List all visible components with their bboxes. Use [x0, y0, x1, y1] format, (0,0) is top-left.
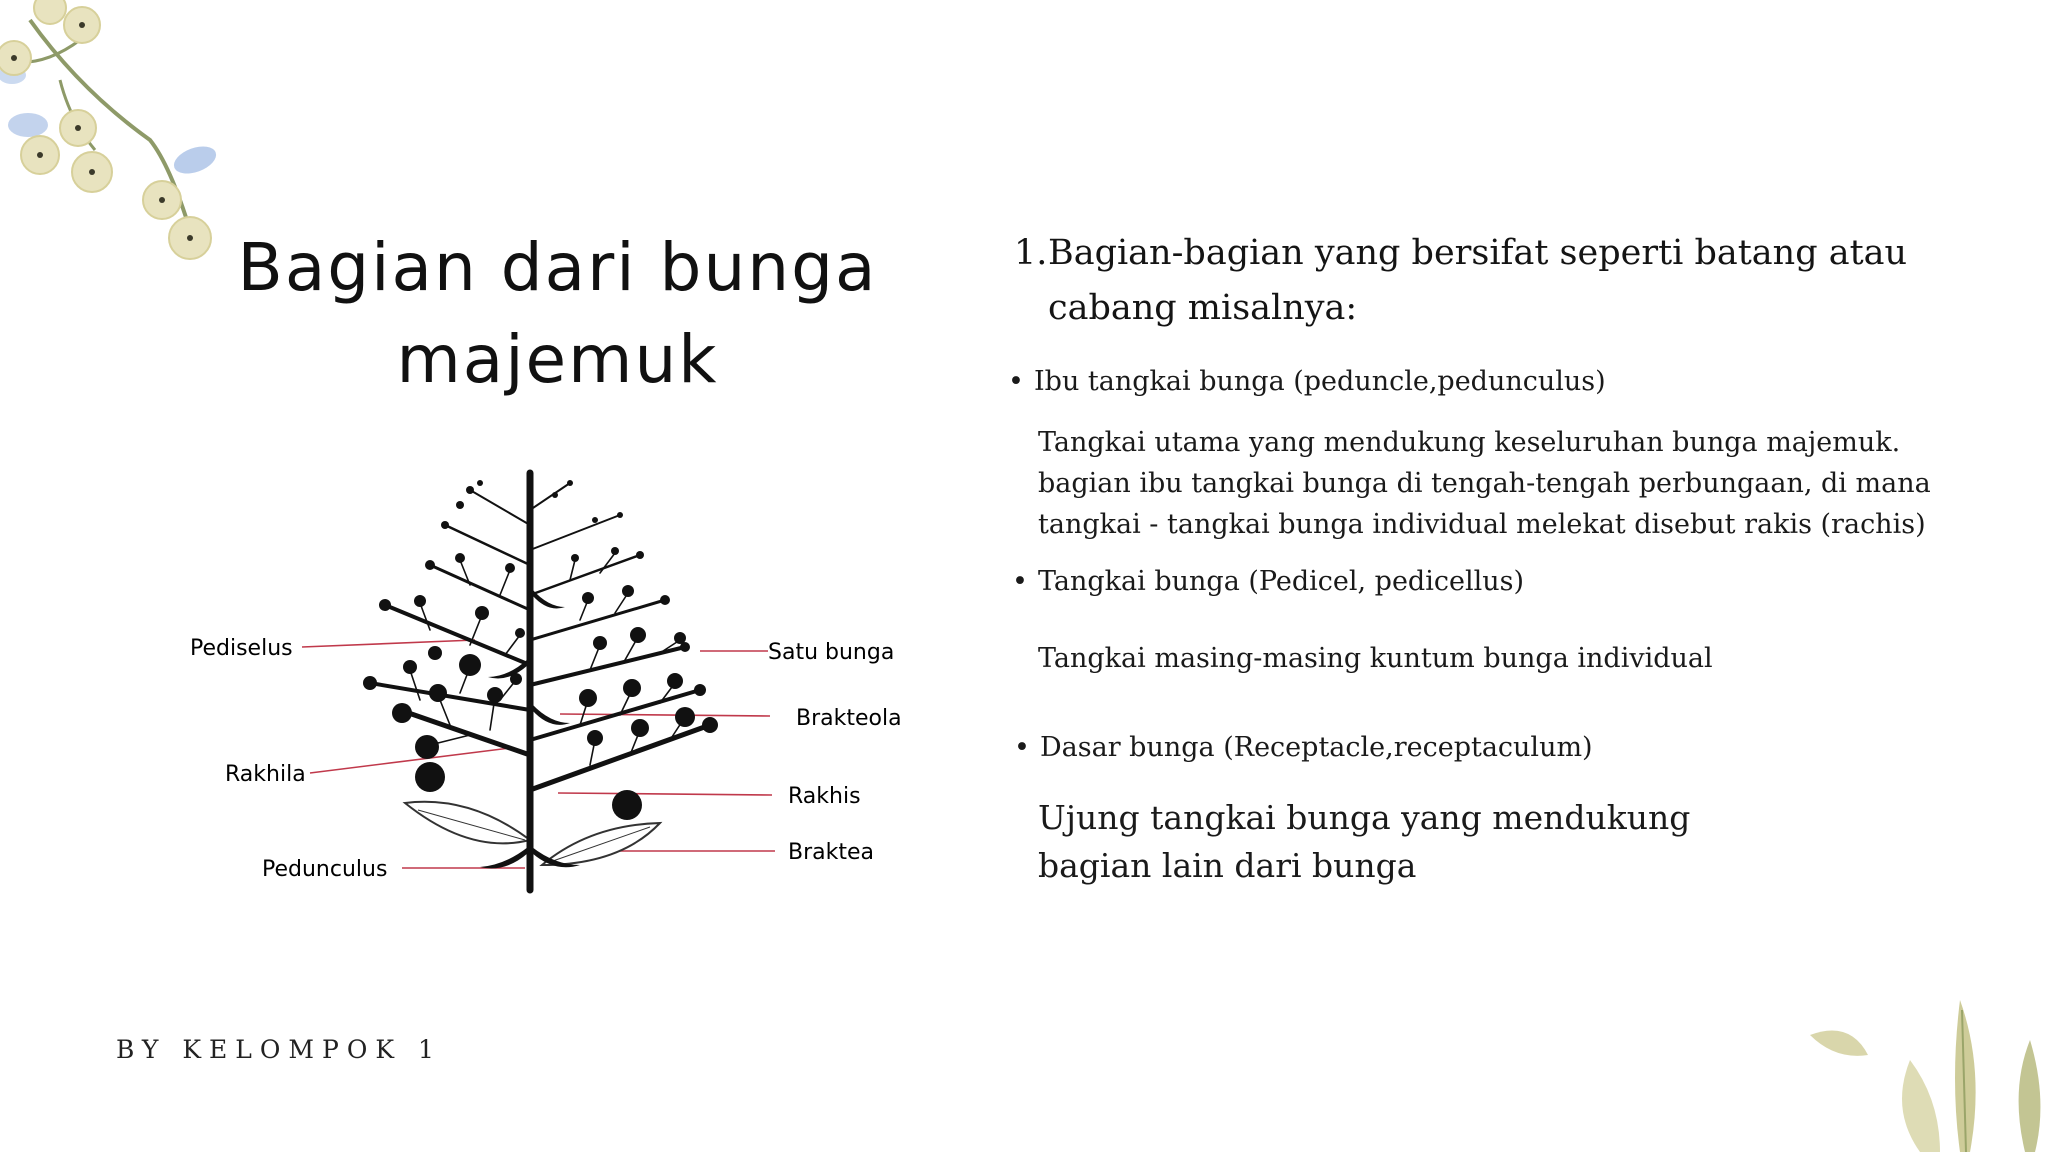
bullet-label: Ibu tangkai bunga (peduncle,pedunculus)	[1034, 366, 1606, 397]
heading-number: 1.	[1014, 233, 1048, 273]
slide-title	[200, 222, 915, 406]
description-line: Tangkai masing-masing kuntum bunga individual	[1038, 643, 1713, 674]
bullet-dot: •	[1014, 732, 1030, 763]
byline: BY KELOMPOK 1	[116, 1035, 442, 1064]
label-rakhis: Rakhis	[788, 784, 861, 809]
leaf-decoration-bottom-right	[1790, 980, 2048, 1152]
bullet-description	[1038, 638, 1938, 679]
label-braktea: Braktea	[788, 840, 875, 865]
bullet-description	[1038, 422, 1938, 545]
bullet-item	[1008, 366, 1606, 397]
bullet-label: Tangkai bunga (Pedicel, pedicellus)	[1038, 566, 1524, 597]
label-pedunculus: Pedunculus	[262, 857, 388, 882]
heading-line-2: cabang misalnya:	[1048, 288, 1358, 328]
bullet-label: Dasar bunga (Receptacle,receptaculum)	[1040, 732, 1593, 763]
bullet-description	[1038, 794, 1938, 890]
label-satu-bunga: Satu bunga	[768, 640, 895, 665]
bullet-dot: •	[1012, 566, 1028, 597]
description-line: bagian ibu tangkai bunga di tengah-tengah perbungaan, di mana	[1038, 468, 1931, 499]
label-pediselus: Pediselus	[190, 636, 293, 661]
description-line: Tangkai utama yang mendukung keseluruhan bunga majemuk.	[1038, 427, 1901, 458]
heading-line-1: Bagian-bagian yang bersifat seperti batang atau	[1048, 233, 1908, 273]
description-line: Ujung tangkai bunga yang mendukung	[1038, 798, 1691, 837]
bullet-dot: •	[1008, 366, 1024, 397]
label-rakhila: Rakhila	[225, 762, 306, 787]
floral-decoration-top-left	[0, 0, 230, 270]
bullet-item	[1012, 566, 1524, 597]
inflorescence-diagram	[170, 455, 920, 895]
bullet-item	[1014, 732, 1593, 763]
section-heading	[1014, 226, 1954, 336]
leader-lines	[302, 640, 775, 868]
description-line: bagian lain dari bunga	[1038, 846, 1417, 885]
slide-title-line-1: Bagian dari bunga	[237, 229, 878, 306]
slide-title-line-2: majemuk	[396, 321, 719, 398]
label-brakteola: Brakteola	[796, 706, 902, 731]
description-line: tangkai - tangkai bunga individual melekat disebut rakis (rachis)	[1038, 509, 1926, 540]
